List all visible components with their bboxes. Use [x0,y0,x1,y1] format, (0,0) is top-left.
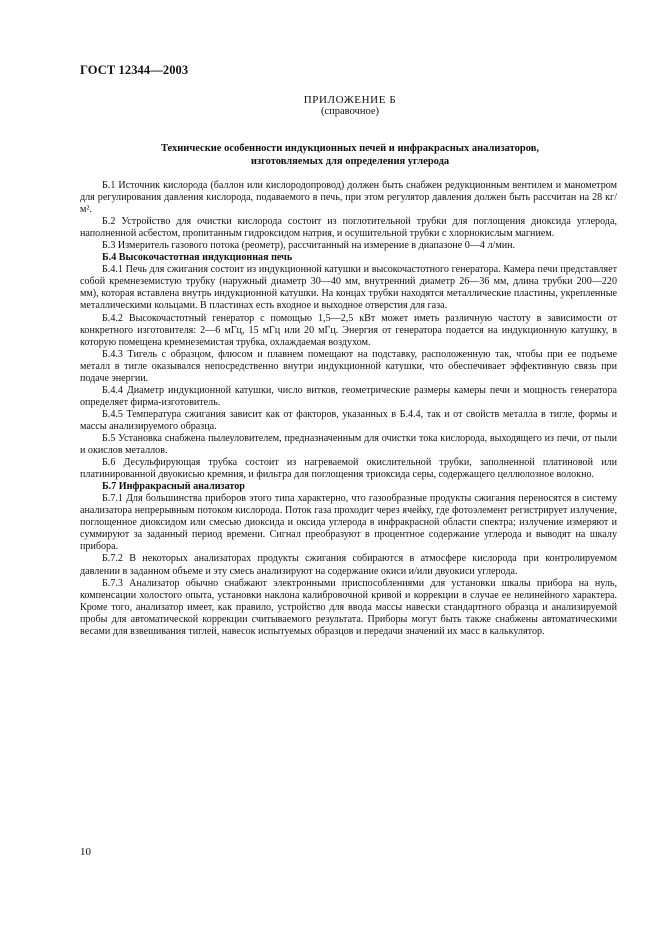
paragraph-b4-5: Б.4.5 Температура сжигания зависит как от факторов, указанных в Б.4.4, так и от свойств металла в тигле, формы и массы анализируемого образца. [80,408,617,432]
appendix-subtitle: (справочное) [321,106,379,117]
document-title-line-2: изготовляемых для определения углерода [250,155,450,167]
appendix-title: ПРИЛОЖЕНИЕ Б [303,94,397,106]
document-title [80,143,620,168]
paragraph-b7-2: Б.7.2 В некоторых анализаторах продукты сжигания собираются в атмосфере кислорода при контролируемом давлении в заданном объеме и эту смесь анализируют на содержание окиси и/или двуокиси углерода. [80,553,617,577]
paragraph-b4-3: Б.4.3 Тигель с образцом, флюсом и плавнем помещают на подставку, расположенную так, чтобы при ее подъеме металл в тигле оказывался непосредственно внутри индукционной катушки, что обеспечивает эффективную связь при подаче энергии. [80,348,617,384]
appendix-block [80,94,620,118]
section-heading-b7: Б.7 Инфракрасный анализатор [102,481,245,493]
paragraph-b2: Б.2 Устройство для очистки кислорода состоит из поглотительной трубки для поглощения диоксида углерода, наполненной асбестом, пропитанным гидроксидом натрия, и осушительной трубки с хлорнокислым магнием. [80,216,617,240]
paragraph-b6: Б.6 Десульфирующая трубка состоит из нагреваемой окислительной трубки, заполненной платиновой или платинированной двуокисью кремния, и фильтра для поглощения триоксида серы, содержащего целлюлозное волокно. [80,457,617,481]
section-heading-b4: Б.4 Высокочастотная индукционная печь [102,252,293,264]
paragraph-b4-1: Б.4.1 Печь для сжигания состоит из индукционной катушки и высокочастотного генератора. Камера печи представляет собой кремнеземистую трубку (наружный диаметр 30—40 мм, внутренний диаметр 26—36 мм, длина трубки 200—220 мм), которая вставлена внутрь индукционной катушки. На концах трубки находятся металлические пластины, укрепленные металлическими кольцами. В пластинах есть входное и выходное отверстия для газа. [80,264,617,312]
paragraph-b3: Б.3 Измеритель газового потока (реометр), рассчитанный на измерение в диапазоне 0—4 л/мин. [102,240,516,252]
page-number: 10 [80,846,91,858]
paragraph-b1: Б.1 Источник кислорода (баллон или кислородопровод) должен быть снабжен редукционным вентилем и манометром для регулирования давления кислорода, подаваемого в печь, при этом регулятор давления должен быть рассчитан на 28 кг/м². [80,180,617,216]
document-title-line-1: Технические особенности индукционных печей и инфракрасных анализаторов, [160,143,540,154]
paragraph-b4-4: Б.4.4 Диаметр индукционной катушки, число витков, геометрические размеры камеры печи и мощность генератора определяет фирма-изготовитель. [80,384,617,408]
paragraph-b7-1: Б.7.1 Для большинства приборов этого типа характерно, что газообразные продукты сжигания переносятся в систему анализатора непрерывным потоком кислорода. Поток газа проходит через ячейку, где фотоэлемент регистрирует излучение, поглощенное диоксидом или смесью диоксида и оксида углерода в инфракрасной области спектра; излучение измеряют и суммируют за заданный период времени. Сигнал преобразуют в процентное содержание углерода и выводят на шкалу прибора. [80,493,617,553]
paragraph-b5: Б.5 Установка снабжена пылеуловителем, предназначенным для очистки тока кислорода, выходящего из печи, от пыли и окислов металлов. [80,432,617,457]
paragraph-b4-2: Б.4.2 Высокочастотный генератор с помощью 1,5—2,5 кВт может иметь различную частоту в зависимости от конкретного изготовителя: 2—6 мГц, 15 мГц или 20 мГц. Энергия от генератора подается на индукционную катушку, в которую помещена кремнеземистая трубка, охлаждаемая воздухом. [80,312,617,348]
paragraph-b7-3: Б.7.3 Анализатор обычно снабжают электронными приспособлениями для установки шкалы прибора на нуль, компенсации холостого опыта, установки наклона калибровочной кривой и коррекции в случае ее нелинейного характера. Кроме того, анализатор имеет, как правило, устройство для ввода массы навески стандартного образца и анализируемой пробы для автоматической коррекции считываемого результата. Приборы могут быть также снабжены автоматическими весами для взвешивания тиглей, навесок испытуемых образцов и передачи значений их масс в калькулятор. [80,577,617,637]
document-body [80,180,617,638]
standard-header: ГОСТ 12344—2003 [80,63,189,77]
